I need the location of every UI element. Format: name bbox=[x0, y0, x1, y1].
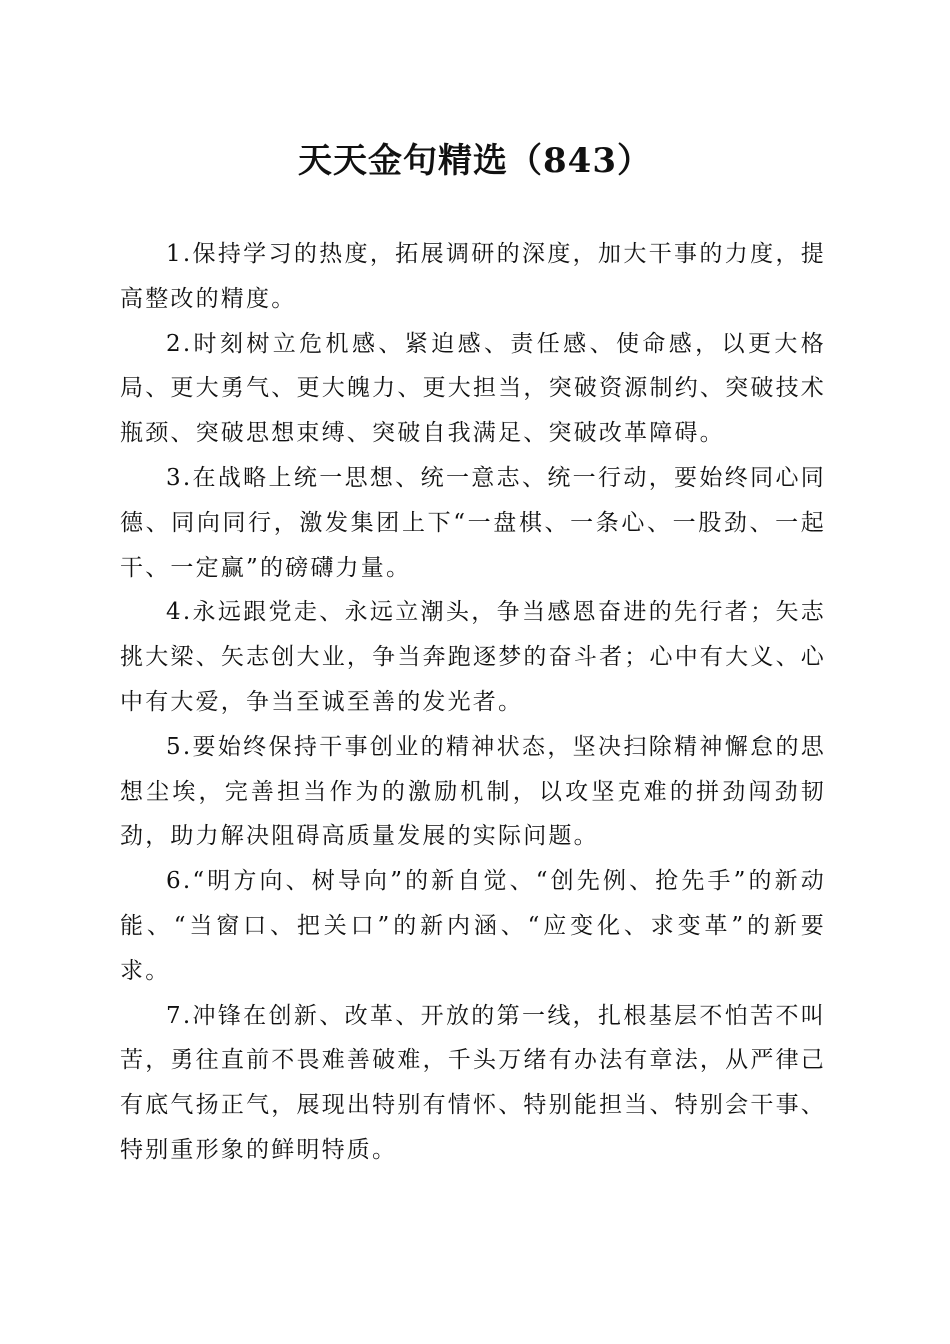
paragraph-1: 1.保持学习的热度，拓展调研的深度，加大干事的力度，提高整改的精度。 bbox=[120, 241, 826, 312]
document-body bbox=[120, 232, 826, 1173]
paragraph-4: 4.永远跟党走、永远立潮头，争当感恩奋进的先行者；矢志挑大梁、矢志创大业，争当奔跑逐梦的奋斗者；心中有大义、心中有大爱，争当至诚至善的发光者。 bbox=[120, 599, 826, 715]
paragraph-6: 6.“明方向、树导向”的新自觉、“创先例、抢先手”的新动能、“当窗口、把关口”的新内涵、“应变化、求变革”的新要求。 bbox=[120, 868, 826, 984]
page-title: 天天金句精选（843） bbox=[298, 141, 652, 181]
paragraph-2: 2.时刻树立危机感、紧迫感、责任感、使命感，以更大格局、更大勇气、更大魄力、更大担当，突破资源制约、突破技术瓶颈、突破思想束缚、突破自我满足、突破改革障碍。 bbox=[120, 330, 826, 447]
paragraph-5: 5.要始终保持干事创业的精神状态，坚决扫除精神懈怠的思想尘埃，完善担当作为的激励机制，以攻坚克难的拼劲闯劲韧劲，助力解决阻碍高质量发展的实际问题。 bbox=[120, 733, 826, 850]
paragraph-3: 3.在战略上统一思想、统一意志、统一行动，要始终同心同德、同向同行，激发集团上下“一盘棋、一条心、一股劲、一起干、一定赢”的磅礴力量。 bbox=[120, 464, 826, 581]
paragraph-7: 7.冲锋在创新、改革、开放的第一线，扎根基层不怕苦不叫苦，勇往直前不畏难善破难，千头万绪有办法有章法，从严律己有底气扬正气，展现出特别有情怀、特别能担当、特别会干事、特别重形象的鲜明特质。 bbox=[120, 1002, 826, 1163]
